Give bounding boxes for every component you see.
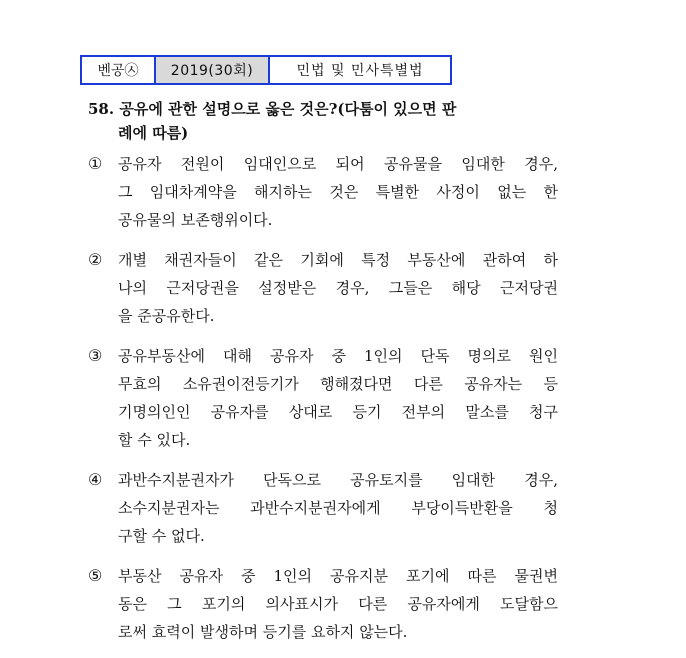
- option-1: [88, 150, 558, 234]
- option-text-line: 소수지분권자는 과반수지분권자에게 부당이득반환을 청: [118, 499, 558, 517]
- option-text-line: 구할 수 없다.: [118, 527, 205, 545]
- option-text-line: 과반수지분권자가 단독으로 공유토지를 임대한 경우,: [118, 471, 558, 489]
- option-text-line: 기명의인인 공유자를 상대로 등기 전부의 말소를 청구: [118, 403, 558, 421]
- option-number: ③: [88, 346, 103, 365]
- option-number: ①: [88, 154, 103, 173]
- option-number: ⑤: [88, 566, 103, 585]
- option-text-line: 공유부동산에 대해 공유자 중 1인의 단독 명의로 원인: [118, 347, 558, 365]
- exam-header: [80, 55, 452, 85]
- question-text-1: 공유에 관한 설명으로 옳은 것은?(다툼이 있으면 판: [119, 100, 457, 118]
- option-number: ④: [88, 470, 103, 489]
- question-stem: [88, 97, 558, 145]
- question-text-2: 례에 따름): [118, 124, 189, 142]
- option-text-line: 그 임대차계약을 해지하는 것은 특별한 사정이 없는 한: [118, 183, 558, 201]
- option-text-line: 나의 근저당권을 설정받은 경우, 그들은 해당 근저당권: [118, 279, 558, 297]
- option-text-line: 로써 효력이 발생하며 등기를 요하지 않는다.: [118, 623, 408, 641]
- option-5: [88, 562, 558, 646]
- brand-label: 벤공㉦: [82, 57, 156, 83]
- answer-options: [88, 150, 558, 658]
- option-text-line: 공유물의 보존행위이다.: [118, 211, 273, 229]
- option-text-line: 부동산 공유자 중 1인의 공유지분 포기에 따른 물권변: [118, 567, 558, 585]
- option-text-line: 동은 그 포기의 의사표시가 다른 공유자에게 도달함으: [118, 595, 558, 613]
- option-3: [88, 342, 558, 454]
- option-text-line: 을 준공유한다.: [118, 307, 215, 325]
- option-text-line: 공유자 전원이 임대인으로 되어 공유물을 임대한 경우,: [118, 155, 558, 173]
- exam-year-label: 2019(30회): [156, 57, 270, 83]
- option-4: [88, 466, 558, 550]
- question-number: 58.: [88, 100, 115, 118]
- option-2: [88, 246, 558, 330]
- option-text-line: 무효의 소유권이전등기가 행해졌다면 다른 공유자는 등: [118, 375, 558, 393]
- option-number: ②: [88, 250, 103, 269]
- subject-label: 민법 및 민사특별법: [296, 63, 424, 79]
- option-text-line: 개별 채권자들이 같은 기회에 특정 부동산에 관하여 하: [118, 251, 558, 269]
- option-text-line: 할 수 있다.: [118, 431, 191, 449]
- question-line-1: [88, 97, 558, 121]
